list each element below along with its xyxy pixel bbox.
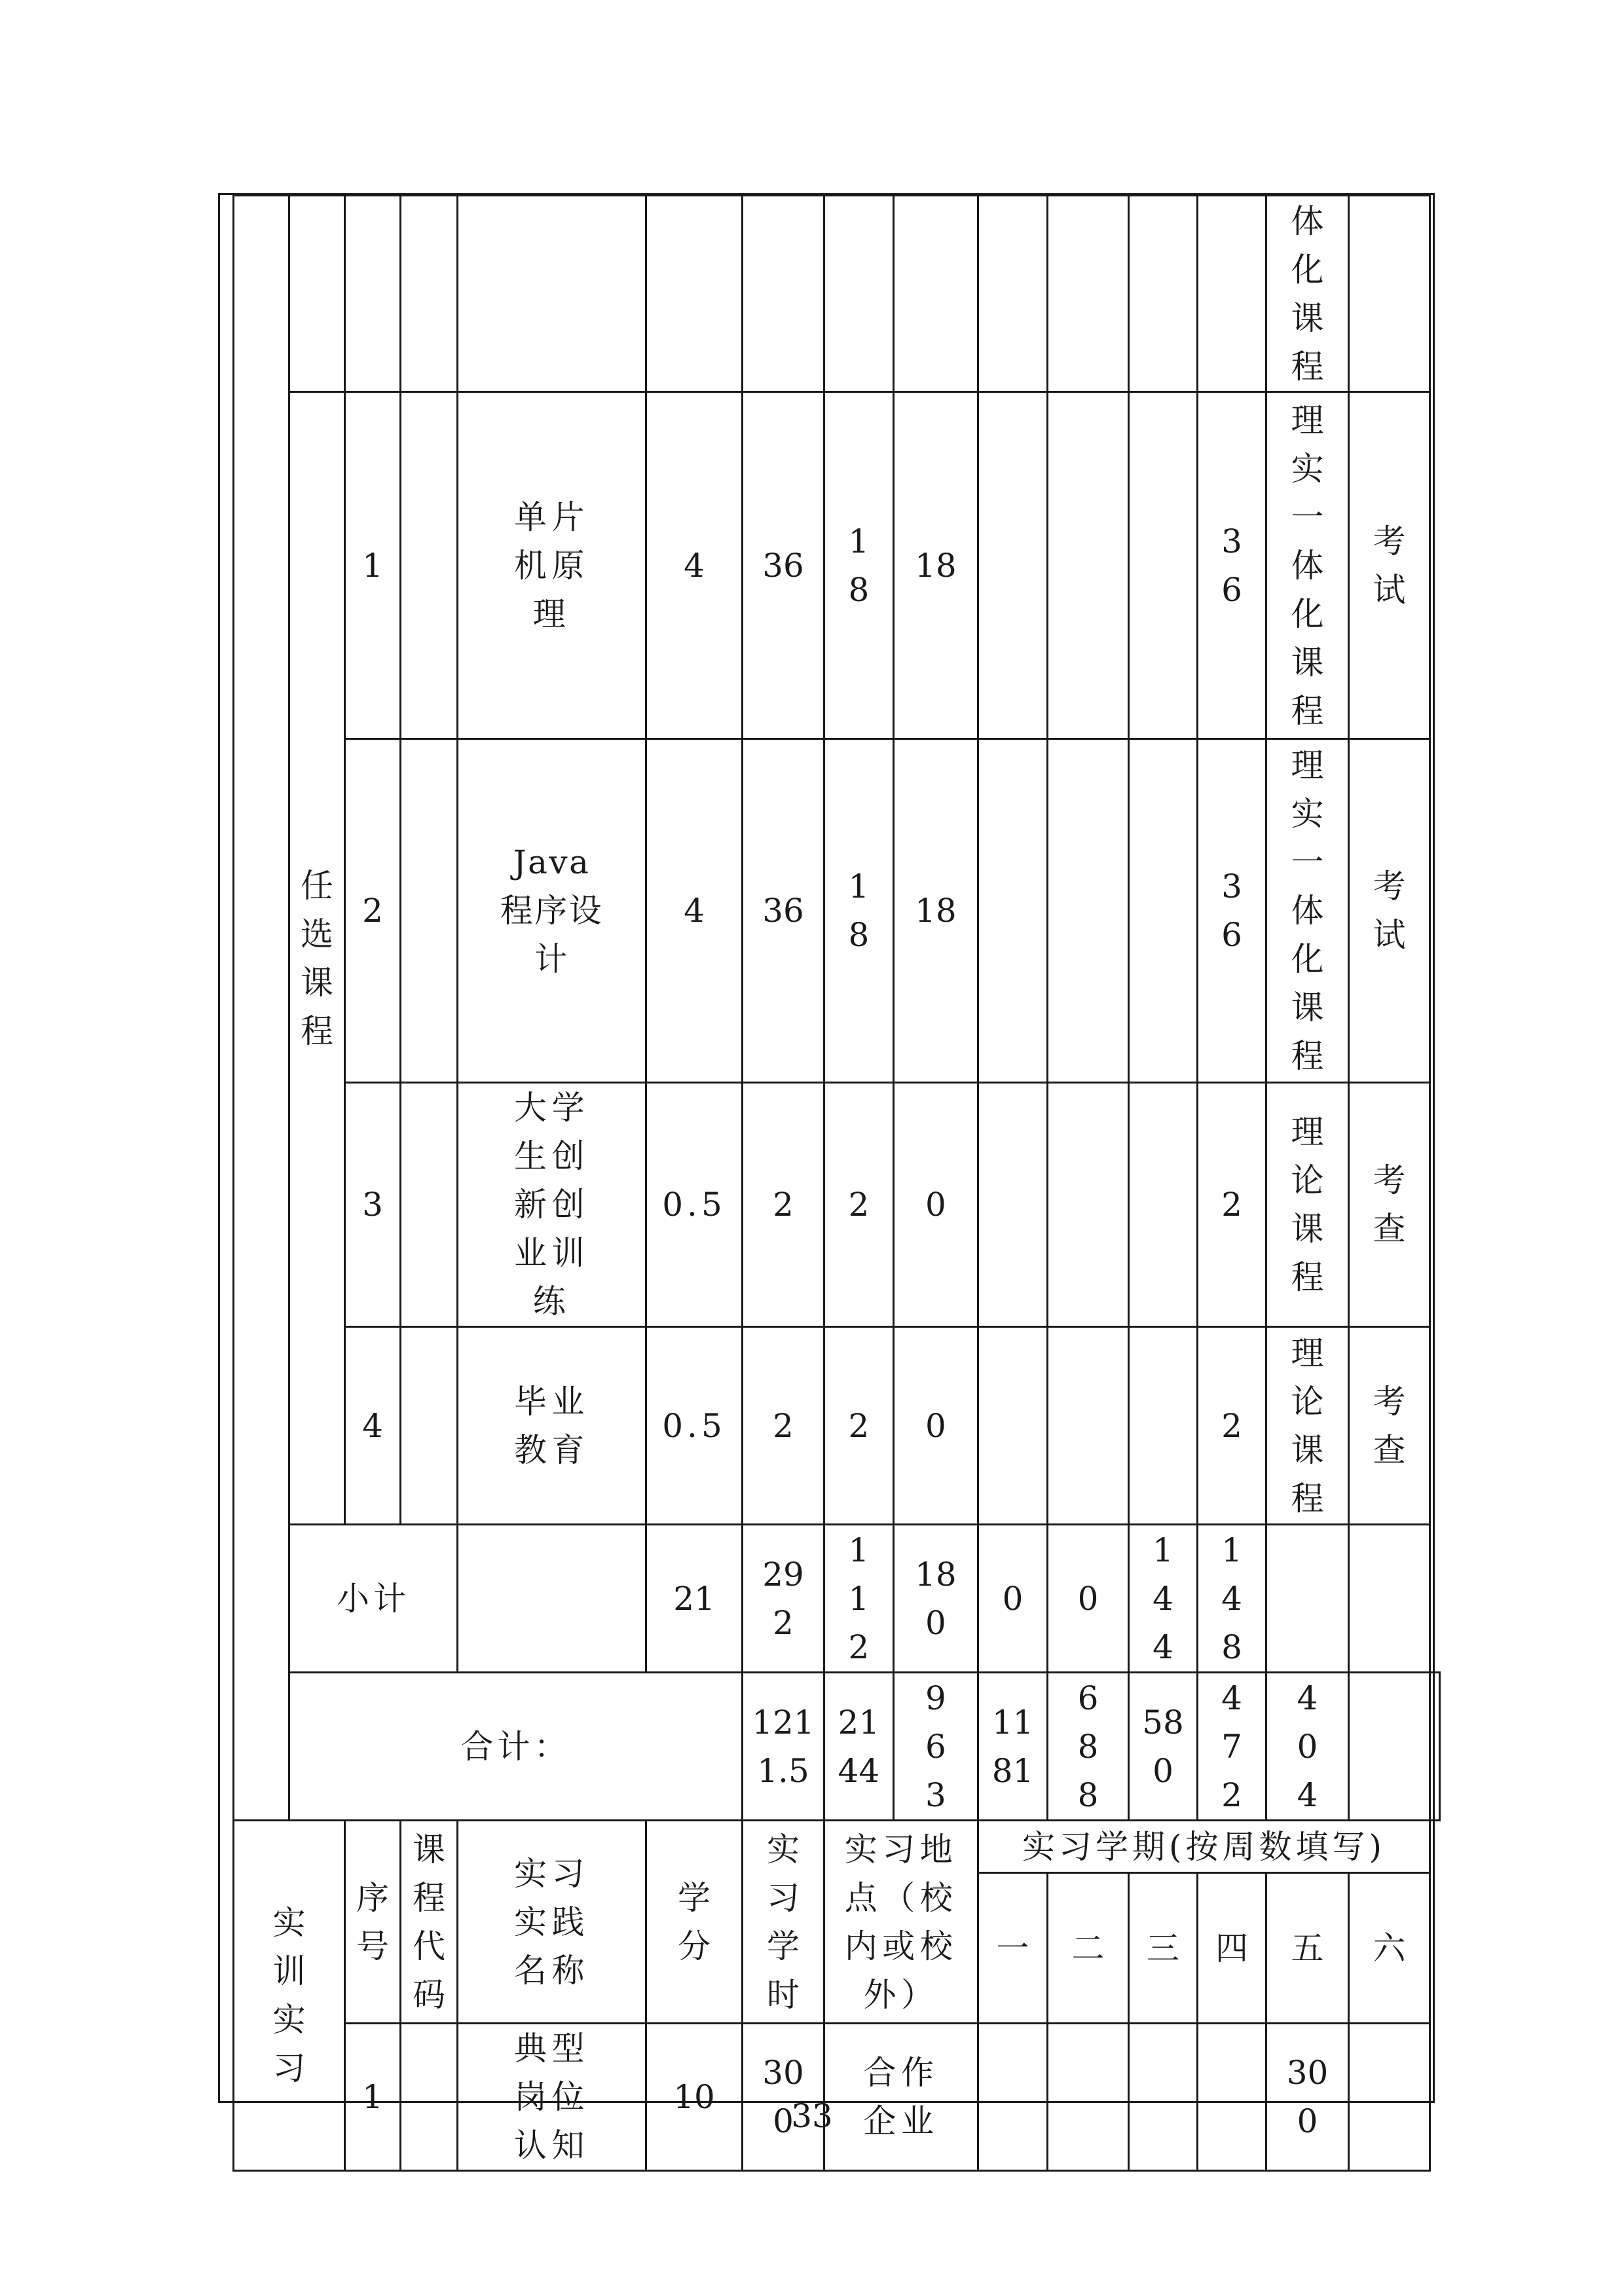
semester-3-cell bbox=[1129, 739, 1198, 1083]
total-type-cell bbox=[1349, 1673, 1430, 1821]
header-name-cell bbox=[458, 1821, 646, 2024]
header-name: 实习实践名称 bbox=[514, 1854, 589, 1990]
practice-cell: 18 bbox=[893, 392, 978, 739]
semester-1-cell bbox=[978, 196, 1048, 392]
theory-value: 18 bbox=[848, 867, 870, 954]
theory-cell bbox=[824, 739, 894, 1083]
course-type-text: 体化课程 bbox=[1291, 202, 1324, 386]
total-theory-cell bbox=[893, 1673, 978, 1821]
semester-1-cell bbox=[978, 1083, 1048, 1327]
seq-cell: 1 bbox=[345, 392, 401, 739]
practice-cell: 0 bbox=[893, 1327, 978, 1525]
subtotal-type-cell bbox=[1266, 1525, 1349, 1673]
total-hours-cell bbox=[824, 1673, 894, 1821]
semester-3-cell bbox=[1129, 1083, 1198, 1327]
theory-cell bbox=[824, 392, 894, 739]
course-type-cell bbox=[1266, 196, 1349, 392]
subtotal-theory-cell bbox=[824, 1525, 894, 1673]
subtotal-semester-2: 0 bbox=[1048, 1525, 1129, 1673]
total-semester-3-cell bbox=[1198, 1673, 1266, 1821]
course-type-text: 理论课程 bbox=[1291, 1334, 1324, 1518]
seq-cell: 3 bbox=[345, 1083, 401, 1327]
theory-cell: 2 bbox=[824, 1083, 894, 1327]
semester-3-cell bbox=[1129, 1327, 1198, 1525]
total-practice: 1181 bbox=[991, 1703, 1034, 1790]
assessment-cell bbox=[1349, 392, 1430, 739]
subtotal-hours: 292 bbox=[762, 1555, 804, 1642]
credits-value: 0.5 bbox=[662, 1406, 726, 1445]
total-assessment-cell bbox=[1430, 1673, 1440, 1821]
header-location-cell bbox=[824, 1821, 978, 2024]
semester-2-cell bbox=[1048, 1083, 1129, 1327]
course-type-text: 理论课程 bbox=[1291, 1113, 1324, 1296]
name-cell bbox=[458, 196, 646, 392]
subtotal-semester-4: 148 bbox=[1221, 1531, 1242, 1666]
subtotal-semester-3: 144 bbox=[1153, 1531, 1173, 1666]
table-row bbox=[234, 392, 1440, 739]
semester-3-cell bbox=[1129, 196, 1198, 392]
semester-4-cell bbox=[1198, 392, 1266, 739]
elective-group-cell bbox=[289, 392, 345, 1525]
course-name: 毕业教育 bbox=[514, 1382, 589, 1469]
hours-cell: 36 bbox=[743, 392, 824, 739]
subtotal-theory: 112 bbox=[848, 1531, 870, 1666]
header-credits: 学分 bbox=[678, 1878, 710, 1965]
code-cell bbox=[401, 392, 458, 739]
total-label-cell bbox=[289, 1673, 743, 1821]
course-type-cell bbox=[1266, 392, 1349, 739]
semester-2-cell bbox=[1048, 392, 1129, 739]
name-cell bbox=[458, 392, 646, 739]
code-cell bbox=[401, 739, 458, 1083]
seq-cell: 2 bbox=[345, 739, 401, 1083]
name-cell bbox=[458, 1083, 646, 1327]
total-theory: 963 bbox=[925, 1679, 946, 1814]
hours-cell: 36 bbox=[743, 739, 824, 1083]
total-semester-3: 472 bbox=[1221, 1679, 1242, 1814]
seq-cell: 4 bbox=[345, 1327, 401, 1525]
header-code: 课程代码 bbox=[413, 1830, 445, 2014]
total-semester-4-cell bbox=[1266, 1673, 1349, 1821]
subtotal-assessment-cell bbox=[1349, 1525, 1430, 1673]
semester-4-cell: 2 bbox=[1198, 1083, 1266, 1327]
assessment-text: 考查 bbox=[1373, 1161, 1406, 1248]
course-type-cell bbox=[1266, 1327, 1349, 1525]
subtotal-practice: 180 bbox=[915, 1555, 957, 1642]
table-row bbox=[234, 739, 1440, 1083]
curriculum-table bbox=[232, 194, 1441, 2172]
code-cell bbox=[401, 196, 458, 392]
header-semester-3: 三 bbox=[1129, 1873, 1198, 2024]
total-semester-1: 688 bbox=[1077, 1679, 1099, 1814]
course-name: 单片机原理 bbox=[514, 498, 589, 633]
theory-cell bbox=[824, 196, 894, 392]
semester-2-cell bbox=[1048, 196, 1129, 392]
subcategory-continuation-cell bbox=[289, 196, 345, 392]
header-hours: 实习学时 bbox=[767, 1830, 800, 2014]
total-row bbox=[234, 1673, 1440, 1821]
subtotal-row bbox=[234, 1525, 1440, 1673]
credits-cell bbox=[646, 1327, 743, 1525]
internship-hours: 300 bbox=[762, 2054, 804, 2140]
header-semester-1: 一 bbox=[978, 1873, 1048, 2024]
header-seq: 序号 bbox=[356, 1878, 389, 1965]
practice-cell: 0 bbox=[893, 1083, 978, 1327]
header-semester-4: 四 bbox=[1198, 1873, 1266, 2024]
credits-value: 0.5 bbox=[662, 1186, 726, 1224]
subtotal-label: 小计 bbox=[337, 1579, 410, 1618]
theory-cell: 2 bbox=[824, 1327, 894, 1525]
semester-4-cell bbox=[1198, 196, 1266, 392]
name-cell bbox=[458, 1327, 646, 1525]
total-semester-4: 404 bbox=[1297, 1679, 1318, 1814]
table-row bbox=[234, 1327, 1440, 1525]
internship-location: 合作企业 bbox=[863, 2054, 939, 2140]
semester-1-cell bbox=[978, 392, 1048, 739]
assessment-cell bbox=[1349, 196, 1430, 392]
assessment-cell bbox=[1349, 1327, 1430, 1525]
semester-4-cell: 2 bbox=[1198, 1327, 1266, 1525]
course-type-cell bbox=[1266, 739, 1349, 1083]
semester-4-cell bbox=[1198, 739, 1266, 1083]
subtotal-practice-cell bbox=[893, 1525, 978, 1673]
internship-seq-cell: 1 bbox=[345, 2024, 401, 2171]
practice-cell bbox=[893, 196, 978, 392]
semester-2-cell bbox=[1048, 1327, 1129, 1525]
subtotal-semester-1: 0 bbox=[978, 1525, 1048, 1673]
hours-cell: 2 bbox=[743, 1327, 824, 1525]
table-row-continuation bbox=[234, 196, 1440, 392]
internship-semester-5: 300 bbox=[1286, 2054, 1329, 2140]
total-label: 合计： bbox=[460, 1727, 571, 1766]
assessment-text: 考试 bbox=[1373, 867, 1406, 954]
practice-cell: 18 bbox=[893, 739, 978, 1083]
header-semester-group: 实习学期(按周数填写) bbox=[1022, 1827, 1386, 1866]
credits-cell: 4 bbox=[646, 392, 743, 739]
header-semester-5: 五 bbox=[1266, 1873, 1349, 2024]
header-semester-2: 二 bbox=[1048, 1873, 1129, 2024]
semester-1-cell bbox=[978, 739, 1048, 1083]
subtotal-hours-cell bbox=[743, 1525, 824, 1673]
credits-cell bbox=[646, 1083, 743, 1327]
page-number: 33 bbox=[791, 2097, 833, 2135]
internship-section-label: 实训实习 bbox=[272, 1904, 306, 2087]
name-cell bbox=[458, 739, 646, 1083]
header-semester-6: 六 bbox=[1349, 1873, 1430, 2024]
assessment-text: 考试 bbox=[1373, 522, 1406, 609]
header-seq-cell bbox=[345, 1821, 401, 2024]
total-practice-cell bbox=[978, 1673, 1048, 1821]
header-semester-group-cell bbox=[978, 1821, 1430, 1873]
hours-cell: 2 bbox=[743, 1083, 824, 1327]
course-type-cell bbox=[1266, 1083, 1349, 1327]
elective-group-label: 任选课程 bbox=[301, 866, 333, 1050]
assessment-cell bbox=[1349, 739, 1430, 1083]
header-code-cell bbox=[401, 1821, 458, 2024]
semester-2-cell bbox=[1048, 739, 1129, 1083]
course-type-text: 理实一体化课程 bbox=[1291, 401, 1324, 730]
course-type-text: 理实一体化课程 bbox=[1291, 746, 1324, 1075]
assessment-text: 考查 bbox=[1373, 1382, 1406, 1469]
table-row bbox=[234, 1083, 1440, 1327]
subtotal-name-cell bbox=[458, 1525, 646, 1673]
semester-3-cell bbox=[1129, 392, 1198, 739]
subtotal-semester-3-cell bbox=[1129, 1525, 1198, 1673]
header-location: 实习地点（校内或校外） bbox=[844, 1830, 958, 2014]
code-cell bbox=[401, 1083, 458, 1327]
subtotal-label-cell bbox=[289, 1525, 458, 1673]
subtotal-semester-4-cell bbox=[1198, 1525, 1266, 1673]
total-semester-1-cell bbox=[1048, 1673, 1129, 1821]
header-credits-cell bbox=[646, 1821, 743, 2024]
hours-cell bbox=[743, 196, 824, 392]
course-name: Java 程序设计 bbox=[500, 843, 604, 978]
total-semester-2: 580 bbox=[1142, 1703, 1184, 1790]
subtotal-credits: 21 bbox=[646, 1525, 743, 1673]
total-semester-2-cell bbox=[1129, 1673, 1198, 1821]
internship-name: 典型岗位认知 bbox=[514, 2030, 589, 2164]
credits-cell bbox=[646, 196, 743, 392]
total-hours: 2144 bbox=[838, 1703, 880, 1790]
code-cell bbox=[401, 1327, 458, 1525]
semester-4-value: 36 bbox=[1221, 867, 1242, 954]
credits-cell: 4 bbox=[646, 739, 743, 1083]
category-column-cell bbox=[234, 196, 289, 1821]
total-credits: 1211.5 bbox=[752, 1703, 815, 1790]
seq-cell bbox=[345, 196, 401, 392]
assessment-cell bbox=[1349, 1083, 1430, 1327]
course-name: 大学生创新创业训练 bbox=[514, 1089, 589, 1321]
internship-header-row bbox=[234, 1821, 1440, 1873]
semester-4-value: 36 bbox=[1221, 522, 1242, 609]
semester-1-cell bbox=[978, 1327, 1048, 1525]
internship-credits-cell: 10 bbox=[646, 2024, 743, 2171]
total-credits-cell bbox=[743, 1673, 824, 1821]
header-hours-cell bbox=[743, 1821, 824, 2024]
theory-value: 18 bbox=[848, 522, 870, 609]
